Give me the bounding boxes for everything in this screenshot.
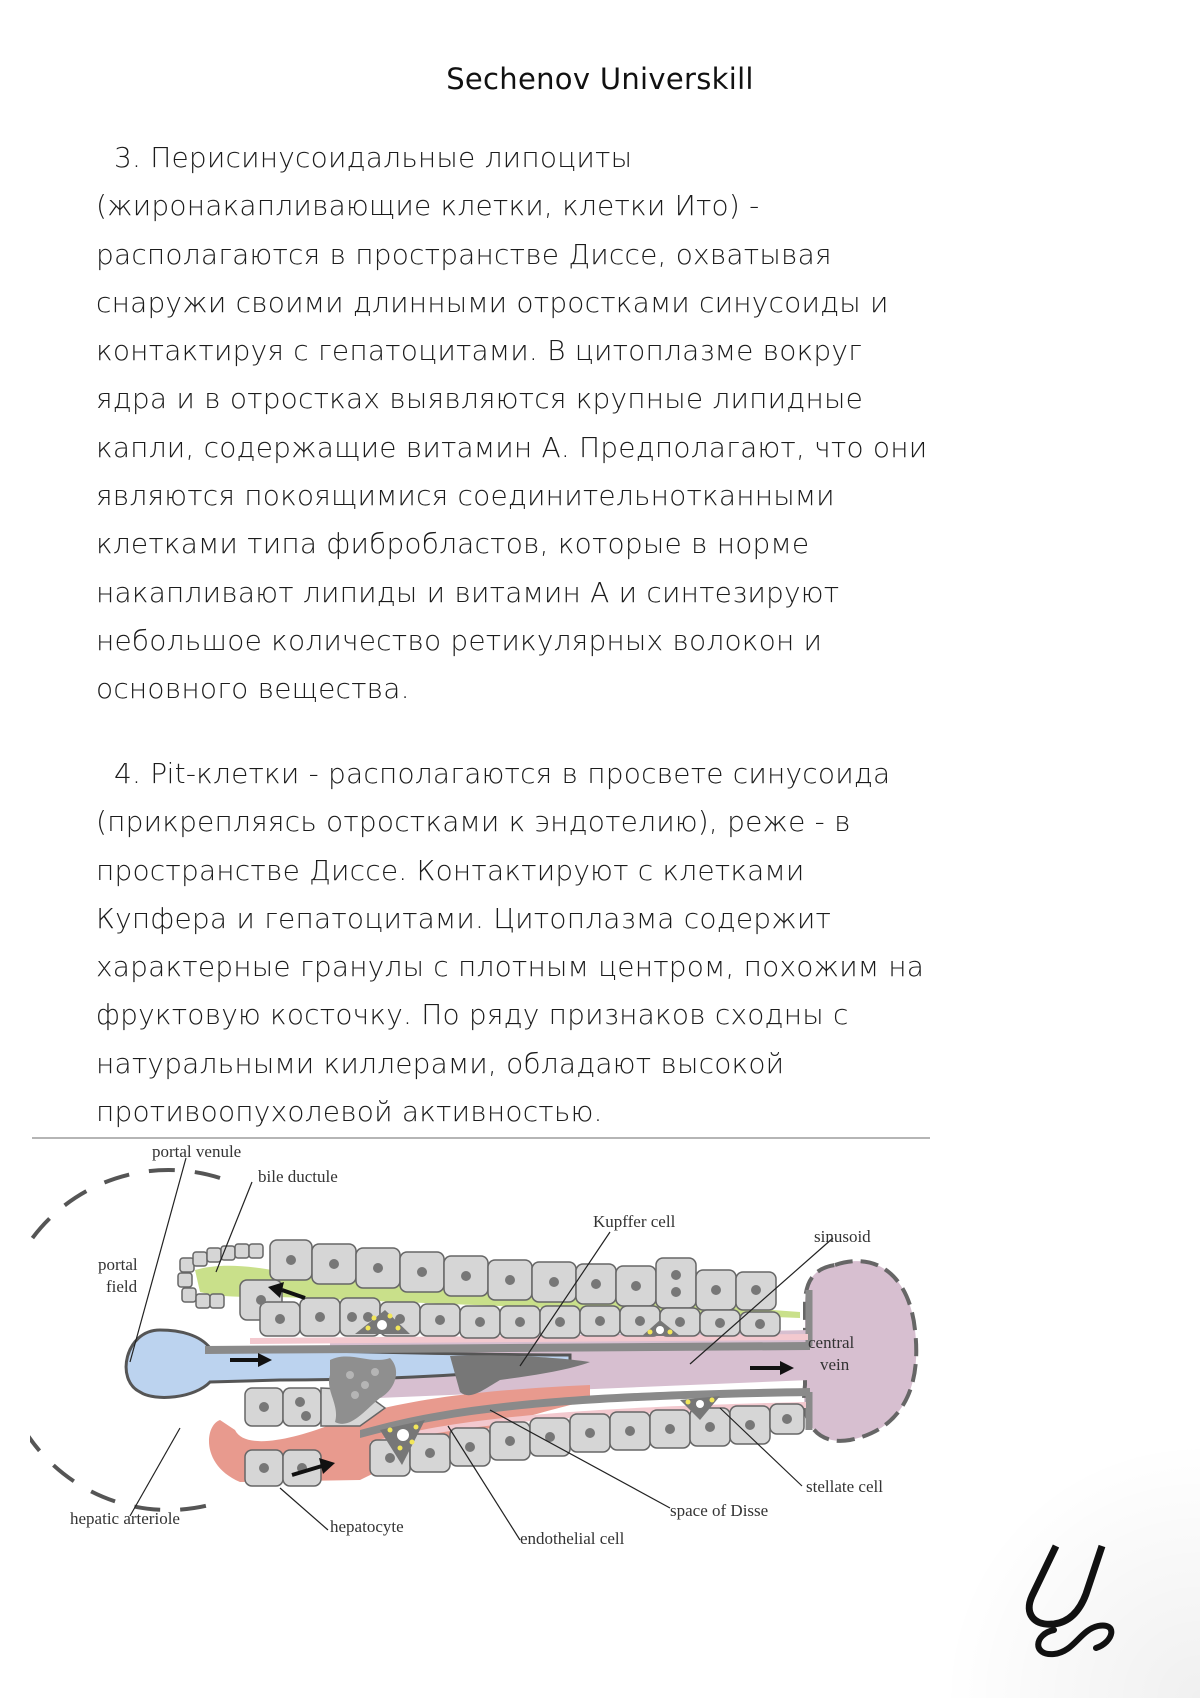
label-portal-field-2: field	[106, 1277, 138, 1296]
label-central-vein-2: vein	[820, 1355, 850, 1374]
label-portal-venule: portal venule	[152, 1142, 242, 1161]
text-line: капли, содержащие витамин А. Предполагают, что они	[96, 430, 928, 464]
text-line: являются покоящимися соединительнотканными	[96, 479, 835, 513]
label-portal-field-1: portal	[98, 1255, 138, 1274]
text-line: противоопухолевой активностью.	[96, 1095, 603, 1129]
label-stellate-cell: stellate cell	[806, 1477, 883, 1496]
text-line: фруктовую косточку. По ряду признаков сходны с	[96, 998, 849, 1032]
label-sinusoid: sinusoid	[814, 1227, 871, 1246]
text-line: натуральными киллерами, обладают высокой	[96, 1046, 785, 1080]
text-line: снаружи своими длинными отростками синусоиды и	[96, 285, 889, 319]
label-space-of-disse: space of Disse	[670, 1501, 769, 1520]
text-line: основного вещества.	[96, 672, 410, 706]
text-line: 3. Перисинусоидальные липоциты	[114, 141, 633, 174]
label-hepatic-arteriole: hepatic arteriole	[70, 1509, 180, 1528]
brand-title: Sechenov Universkill	[446, 62, 754, 96]
liver-sinusoid-diagram	[30, 1130, 930, 1560]
paragraph-perisinusoidal-lipocytes	[96, 134, 1096, 714]
text-line: располагаются в пространстве Диссе, охватывая	[96, 237, 832, 271]
diagram-svg	[30, 1130, 930, 1560]
text-line: контактируя с гепатоцитами. В цитоплазме вокруг	[96, 334, 863, 368]
paragraph-pit-cells	[96, 750, 1096, 1136]
text-line: небольшое количество ретикулярных волокон и	[96, 623, 823, 657]
label-endothelial-cell: endothelial cell	[520, 1529, 625, 1548]
text-line: ядра и в отростках выявляются крупные липидные	[96, 382, 864, 416]
text-line: пространстве Диссе. Контактируют с клетками	[96, 853, 805, 887]
label-kupffer-cell: Kupffer cell	[593, 1212, 676, 1231]
label-bile-ductule: bile ductule	[258, 1167, 338, 1186]
text-line: 4. Pit-клетки - располагаются в просвете синусоида	[114, 757, 891, 790]
text-line: клетками типа фибробластов, которые в норме	[96, 527, 810, 561]
text-line: (жиронакапливающие клетки, клетки Ито) -	[96, 189, 760, 223]
text-line: характерные гранулы с плотным центром, похожим на	[96, 950, 925, 984]
text-line: накапливают липиды и витамин А и синтезируют	[96, 575, 840, 609]
label-central-vein-1: central	[808, 1333, 855, 1352]
universkill-logo-icon	[1018, 1538, 1128, 1658]
text-line: Купфера и гепатоцитами. Цитоплазма содержит	[96, 901, 832, 935]
text-line: (прикрепляясь отростками к эндотелию), реже - в	[96, 805, 851, 839]
label-hepatocyte: hepatocyte	[330, 1517, 404, 1536]
